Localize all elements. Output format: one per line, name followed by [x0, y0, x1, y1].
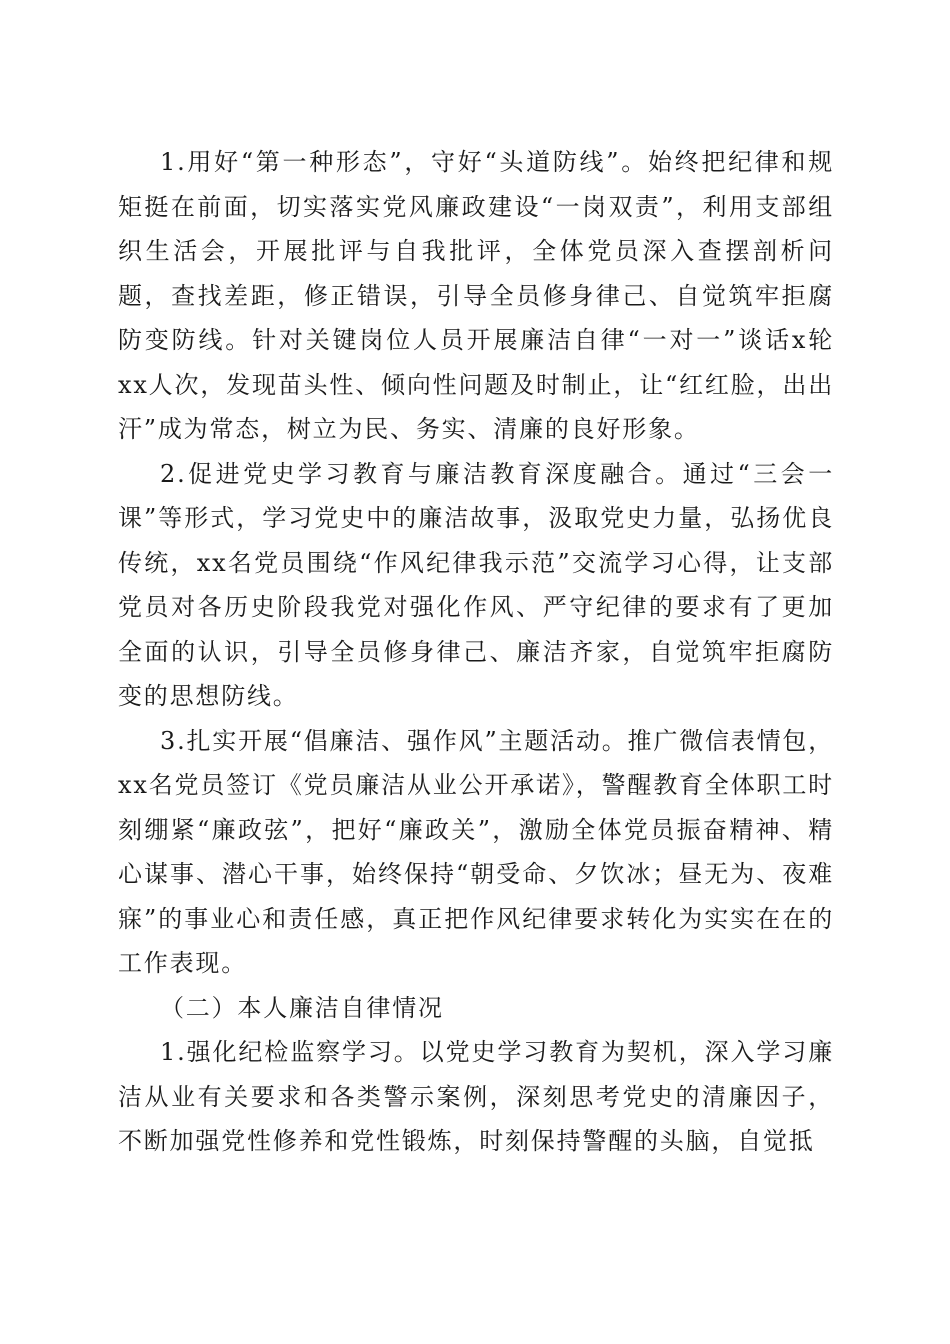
paragraph-first-form: 1.用好“第一种形态”，守好“头道防线”。始终把纪律和规矩挺在前面，切实落实党风廉政建设“一岗双责”，利用支部组织生活会，开展批评与自我批评，全体党员深入查摆剖析问题，查找差距，修正错误，引导全员修身律己、自觉筑牢拒腐防变防线。针对关键岗位人员开展廉洁自律“一对一”谈话x轮xx人次，发现苗头性、倾向性问题及时制止，让“红红脸，出出汗”成为常态，树立为民、务实、清廉的良好形象。 [118, 148, 834, 443]
paragraph-discipline-study: 1.强化纪检监察学习。以党史学习教育为契机，深入学习廉洁从业有关要求和各类警示案例，深刻思考党史的清廉因子，不断加强党性修养和党性锻炼，时刻保持警醒的头脑，自觉抵 [118, 1038, 834, 1155]
document-page [118, 140, 834, 1164]
section-heading: （二）本人廉洁自律情况 [160, 993, 444, 1022]
paragraph-integrity-campaign: 3.扎实开展“倡廉洁、强作风”主题活动。推广微信表情包，xx名党员签订《党员廉洁从业公开承诺》，警醒教育全体职工时刻绷紧“廉政弦”，把好“廉政关”，激励全体党员振奋精神、精心谋事、潜心干事，始终保持“朝受命、夕饮冰；昼无为、夜难寐”的事业心和责任感，真正把作风纪律要求转化为实实在在的工作表现。 [118, 726, 834, 977]
paragraph-party-history-education: 2.促进党史学习教育与廉洁教育深度融合。通过“三会一课”等形式，学习党史中的廉洁故事，汲取党史力量，弘扬优良传统，xx名党员围绕“作风纪律我示范”交流学习心得，让支部党员对各历史阶段我党对强化作风、严守纪律的要求有了更加全面的认识，引导全员修身律己、廉洁齐家，自觉筑牢拒腐防变的思想防线。 [118, 459, 834, 710]
